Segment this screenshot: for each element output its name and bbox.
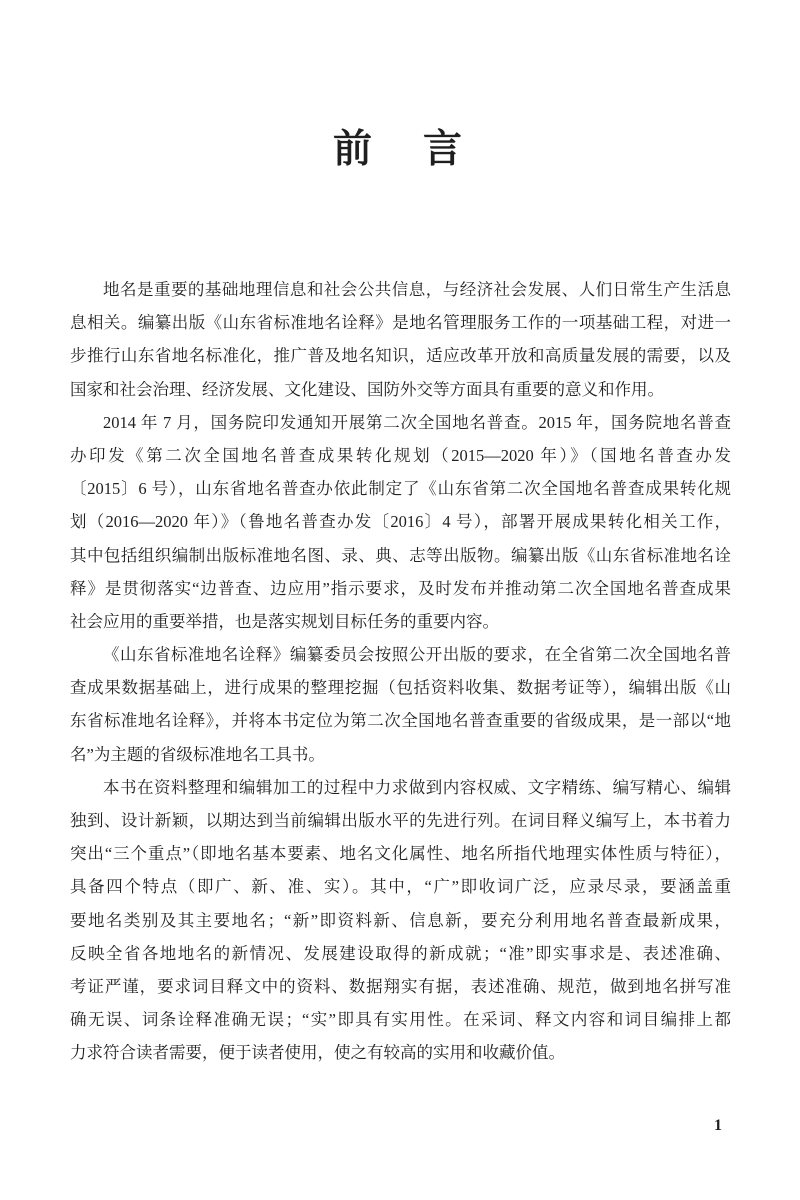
paragraph xyxy=(70,638,731,771)
text-line: 释》是贯彻落实“边普查、边应用”指示要求，及时发布并推动第二次全国地名普查成果 xyxy=(70,578,731,598)
text-line: 本书在资料整理和编辑加工的过程中力求做到内容权威、文字精练、编写精心、编辑 xyxy=(103,777,731,797)
page-title: 前 言 xyxy=(332,128,468,171)
text-line: 〔2015〕6 号），山东省地名普查办依此制定了《山东省第二次全国地名普查成果转化规 xyxy=(70,479,731,499)
text-line: 划（2016—2020 年）》（鲁地名普查办发〔2016〕4 号），部署开展成果转化相关工作， xyxy=(70,512,731,532)
text-line: 社会应用的重要举措，也是落实规划目标任务的重要内容。 xyxy=(70,611,499,631)
text-line: 步推行山东省地名标准化，推广普及地名知识，适应改革开放和高质量发展的需要，以及 xyxy=(70,346,731,366)
text-line: 地名是重要的基础地理信息和社会公共信息，与经济社会发展、人们日常生产生活息 xyxy=(103,280,731,299)
text-line: 力求符合读者需要，便于读者使用，使之有较高的实用和收藏价值。 xyxy=(70,1043,565,1063)
text-line: 息相关。编纂出版《山东省标准地名诠释》是地名管理服务工作的一项基础工程，对进一 xyxy=(70,313,731,333)
text-line: 其中包括组织编制出版标准地名图、录、典、志等出版物。编纂出版《山东省标准地名诠 xyxy=(70,545,731,565)
text-line: 《山东省标准地名诠释》编纂委员会按照公开出版的要求，在全省第二次全国地名普 xyxy=(103,645,731,665)
text-line: 确无误、词条诠释准确无误；“实”即具有实用性。在采词、释文内容和词目编排上都 xyxy=(70,1010,731,1030)
preface-body xyxy=(70,273,731,1070)
paragraph xyxy=(70,406,731,638)
text-line: 国家和社会治理、经济发展、文化建设、国防外交等方面具有重要的意义和作用。 xyxy=(70,379,664,399)
text-line: 要地名类别及其主要地名；“新”即资料新、信息新，要充分利用地名普查最新成果， xyxy=(70,910,731,930)
text-line: 2014 年 7 月，国务院印发通知开展第二次全国地名普查。2015 年，国务院地名普查 xyxy=(103,412,731,432)
paragraph xyxy=(70,273,731,406)
text-line: 突出“三个重点”（即地名基本要素、地名文化属性、地名所指代地理实体性质与特征）， xyxy=(70,844,731,864)
text-line: 反映全省各地地名的新情况、发展建设取得的新成就；“准”即实事求是、表述准确、 xyxy=(70,943,731,963)
text-line: 独到、设计新颖，以期达到当前编辑出版水平的先进行列。在词目释义编写上，本书着力 xyxy=(70,811,731,830)
paragraph xyxy=(70,771,731,1070)
text-line: 考证严谨，要求词目释文中的资料、数据翔实有据，表述准确、规范，做到地名拼写准 xyxy=(70,976,731,996)
text-line: 具备四个特点（即广、新、准、实）。其中，“广”即收词广泛，应录尽录，要涵盖重 xyxy=(70,877,731,897)
text-line: 东省标准地名诠释》，并将本书定位为第二次全国地名普查重要的省级成果，是一部以“地 xyxy=(70,711,731,731)
text-line: 名”为主题的省级标准地名工具书。 xyxy=(70,744,325,764)
text-line: 办印发《第二次全国地名普查成果转化规划（2015—2020 年）》（国地名普查办发 xyxy=(70,445,731,465)
text-line: 查成果数据基础上，进行成果的整理挖掘（包括资料收集、数据考证等），编辑出版《山 xyxy=(70,678,731,698)
page-number: 1 xyxy=(714,1117,722,1134)
